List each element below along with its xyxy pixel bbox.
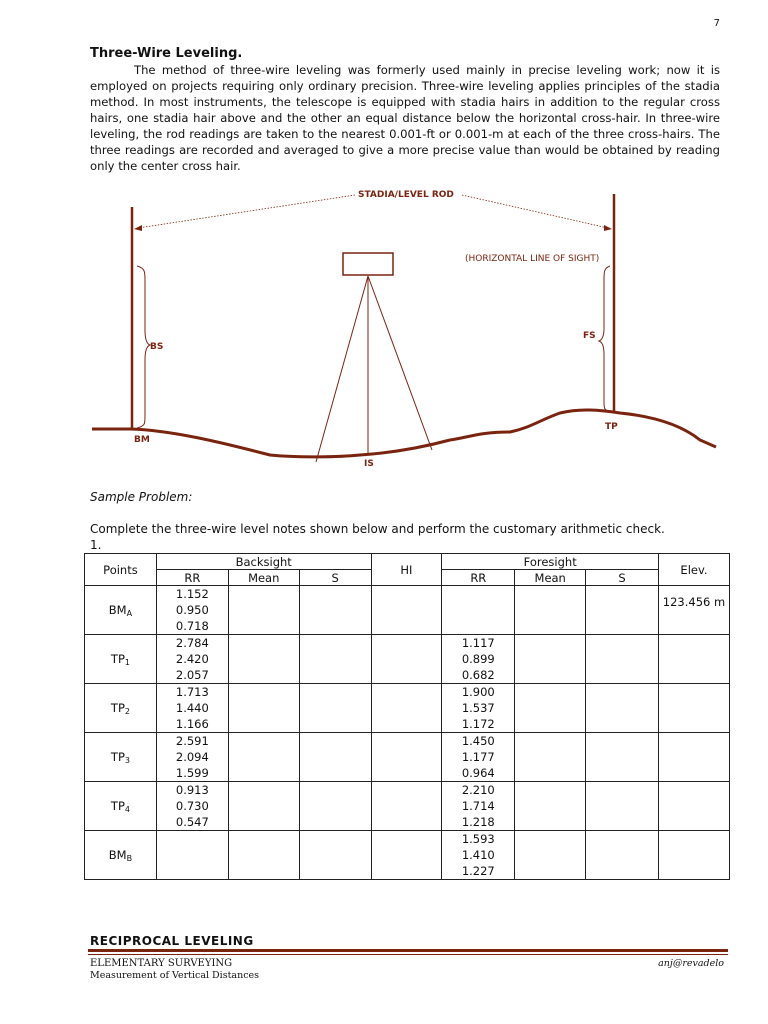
- bs-s-cell: [299, 782, 371, 831]
- tripod-leg-left: [316, 276, 368, 462]
- table-row: [85, 782, 730, 831]
- fs-mean-cell: [515, 586, 586, 635]
- header-bs-rr: RR: [156, 570, 228, 586]
- header-fs-rr: RR: [442, 570, 515, 586]
- fs-rr-cell: 1.117 0.899 0.682: [442, 635, 515, 684]
- section-title: Three-Wire Leveling.: [90, 46, 243, 61]
- hi-cell: [371, 684, 442, 733]
- footer-topic: Measurement of Vertical Distances: [90, 970, 260, 981]
- tripod-leg-right: [368, 276, 432, 450]
- elev-cell: [658, 684, 729, 733]
- header-foresight: Foresight: [442, 554, 659, 570]
- rod-label: STADIA/LEVEL ROD: [358, 190, 454, 200]
- fs-s-cell: [586, 635, 659, 684]
- point-cell: $BM_A$: [85, 586, 157, 635]
- header-hi: HI: [371, 554, 442, 586]
- bs-s-cell: [299, 831, 371, 880]
- footer-rule-thin: [88, 954, 728, 955]
- tp-label: TP: [605, 422, 618, 432]
- footer-course: ELEMENTARY SURVEYING: [90, 958, 233, 969]
- fs-s-cell: [586, 684, 659, 733]
- elev-cell: 123.456 m: [658, 586, 729, 635]
- hi-cell: [371, 586, 442, 635]
- sample-instruction: Complete the three-wire level notes shown below and perform the customary arithmetic check.: [90, 522, 665, 536]
- sight-label: (HORIZONTAL LINE OF SIGHT): [465, 254, 600, 264]
- point-cell: $TP_2$: [85, 684, 157, 733]
- bs-s-cell: [299, 733, 371, 782]
- bs-s-cell: [299, 684, 371, 733]
- problem-number: 1.: [90, 538, 102, 552]
- fs-s-cell: [586, 782, 659, 831]
- hi-cell: [371, 831, 442, 880]
- hi-cell: [371, 782, 442, 831]
- bs-mean-cell: [228, 684, 299, 733]
- bs-rr-cell: 1.152 0.950 0.718: [156, 586, 228, 635]
- bs-rr-cell: 0.913 0.730 0.547: [156, 782, 228, 831]
- rod-leader-left: [138, 195, 355, 228]
- fs-rr-cell: [442, 586, 515, 635]
- section-paragraph: [90, 62, 720, 174]
- bm-label: BM: [134, 435, 150, 445]
- bs-rr-cell: 2.591 2.094 1.599: [156, 733, 228, 782]
- level-notes-table: [84, 553, 730, 880]
- bs-s-cell: [299, 586, 371, 635]
- elev-cell: [658, 831, 729, 880]
- next-section-title: RECIPROCAL LEVELING: [90, 934, 254, 948]
- table-row: [85, 635, 730, 684]
- rod-leader-right: [462, 195, 608, 228]
- table-row: [85, 831, 730, 880]
- bs-rr-cell: [156, 831, 228, 880]
- fs-rr-cell: 1.450 1.177 0.964: [442, 733, 515, 782]
- level-instrument: [343, 253, 393, 275]
- bs-rr-cell: 1.713 1.440 1.166: [156, 684, 228, 733]
- fs-rr-cell: 1.593 1.410 1.227: [442, 831, 515, 880]
- elev-cell: [658, 733, 729, 782]
- sample-heading: Sample Problem:: [90, 490, 193, 504]
- fs-mean-cell: [515, 635, 586, 684]
- header-fs-mean: Mean: [515, 570, 586, 586]
- paragraph-text: The method of three-wire leveling was formerly used mainly in precise leveling work; now it is employed on projects requiring only ordinary precision. Three-wire leveling applies principles of the stadia method. In most instruments, the telescope is equipped with stadia hairs in addition to the regular cross hairs, one stadia hair above and the other an equal distance below the horizontal cross-hair. In three-wire leveling, the rod readings are taken to the nearest 0.001-ft or 0.001-m at each of the three cross-hairs. The three readings are recorded and averaged to give a more precise value than would be obtained by reading only the center cross hair.: [90, 63, 720, 173]
- point-cell: $BM_B$: [85, 831, 157, 880]
- ground-profile: [92, 410, 716, 457]
- fs-mean-cell: [515, 782, 586, 831]
- page-number: 7: [713, 18, 720, 29]
- fs-rr-cell: 2.210 1.714 1.218: [442, 782, 515, 831]
- fs-mean-cell: [515, 733, 586, 782]
- elev-cell: [658, 635, 729, 684]
- fs-mean-cell: [515, 831, 586, 880]
- fs-s-cell: [586, 586, 659, 635]
- bs-mean-cell: [228, 782, 299, 831]
- header-elev: Elev.: [658, 554, 729, 586]
- point-cell: $TP_1$: [85, 635, 157, 684]
- bs-label: BS: [150, 342, 164, 352]
- point-cell: $TP_4$: [85, 782, 157, 831]
- fs-s-cell: [586, 733, 659, 782]
- footer-author: anj@revadelo: [658, 958, 724, 969]
- header-bs-mean: Mean: [228, 570, 299, 586]
- bs-mean-cell: [228, 733, 299, 782]
- header-points: Points: [85, 554, 157, 586]
- table-row: [85, 684, 730, 733]
- header-fs-s: S: [586, 570, 659, 586]
- fs-mean-cell: [515, 684, 586, 733]
- hi-cell: [371, 733, 442, 782]
- bs-rr-cell: 2.784 2.420 2.057: [156, 635, 228, 684]
- hi-cell: [371, 635, 442, 684]
- fs-s-cell: [586, 831, 659, 880]
- is-label: IS: [364, 459, 374, 469]
- fs-rr-cell: 1.900 1.537 1.172: [442, 684, 515, 733]
- fs-brace: [599, 266, 610, 412]
- header-bs-s: S: [299, 570, 371, 586]
- bs-mean-cell: [228, 635, 299, 684]
- header-backsight: Backsight: [156, 554, 371, 570]
- bs-mean-cell: [228, 586, 299, 635]
- bs-mean-cell: [228, 831, 299, 880]
- table-row: [85, 733, 730, 782]
- bs-brace: [137, 266, 150, 428]
- elev-cell: [658, 782, 729, 831]
- footer-rule-thick: [88, 949, 728, 952]
- leveling-diagram: [0, 180, 768, 480]
- point-cell: $TP_3$: [85, 733, 157, 782]
- table-row: [85, 586, 730, 635]
- bs-s-cell: [299, 635, 371, 684]
- fs-label: FS: [583, 331, 596, 341]
